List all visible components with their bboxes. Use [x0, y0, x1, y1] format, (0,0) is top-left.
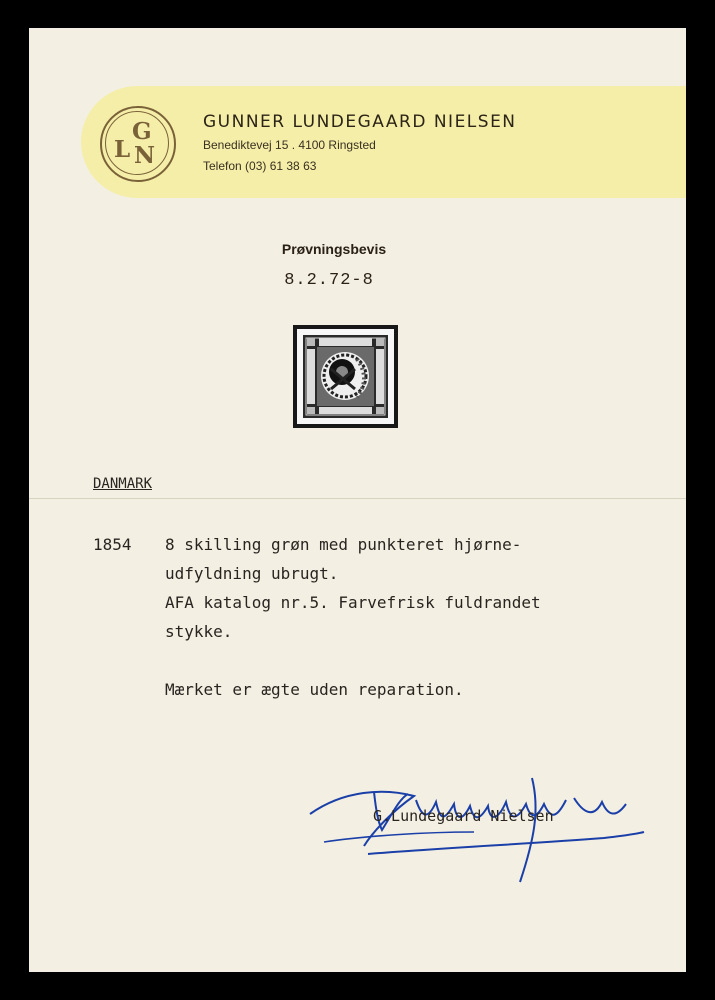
certificate-title: Prøvningsbevis: [281, 241, 387, 257]
gln-logo-icon: [100, 106, 176, 182]
typed-signature-name: G.Lundegaard Nielsen: [373, 807, 554, 825]
country-heading: DANMARK: [93, 476, 153, 492]
description-line-2: udfyldning ubrugt.: [165, 564, 339, 583]
stamp-icon: [297, 329, 394, 424]
description-line-1: 8 skilling grøn med punkteret hjørne-: [165, 535, 522, 554]
certificate-paper: [29, 28, 686, 972]
company-name: GUNNER LUNDEGAARD NIELSEN: [203, 112, 517, 132]
stamp-image: [293, 325, 398, 428]
company-address: Benediktevej 15 . 4100 Ringsted: [203, 138, 376, 152]
handwritten-signature: [304, 770, 649, 890]
certificate-number: 8.2.72-8: [284, 271, 374, 290]
logo-letter-n: N: [134, 142, 156, 169]
description-line-5: Mærket er ægte uden reparation.: [165, 680, 464, 699]
description-line-4: stykke.: [165, 622, 233, 641]
logo-letter-l: L: [114, 136, 131, 163]
issue-year: 1854: [93, 535, 132, 554]
description-line-3: AFA katalog nr.5. Farvefrisk fuldrandet: [165, 593, 541, 612]
company-phone: Telefon (03) 61 38 63: [203, 159, 317, 173]
logo-letter-g: G: [132, 118, 152, 145]
paper-fold-line: [29, 498, 686, 499]
